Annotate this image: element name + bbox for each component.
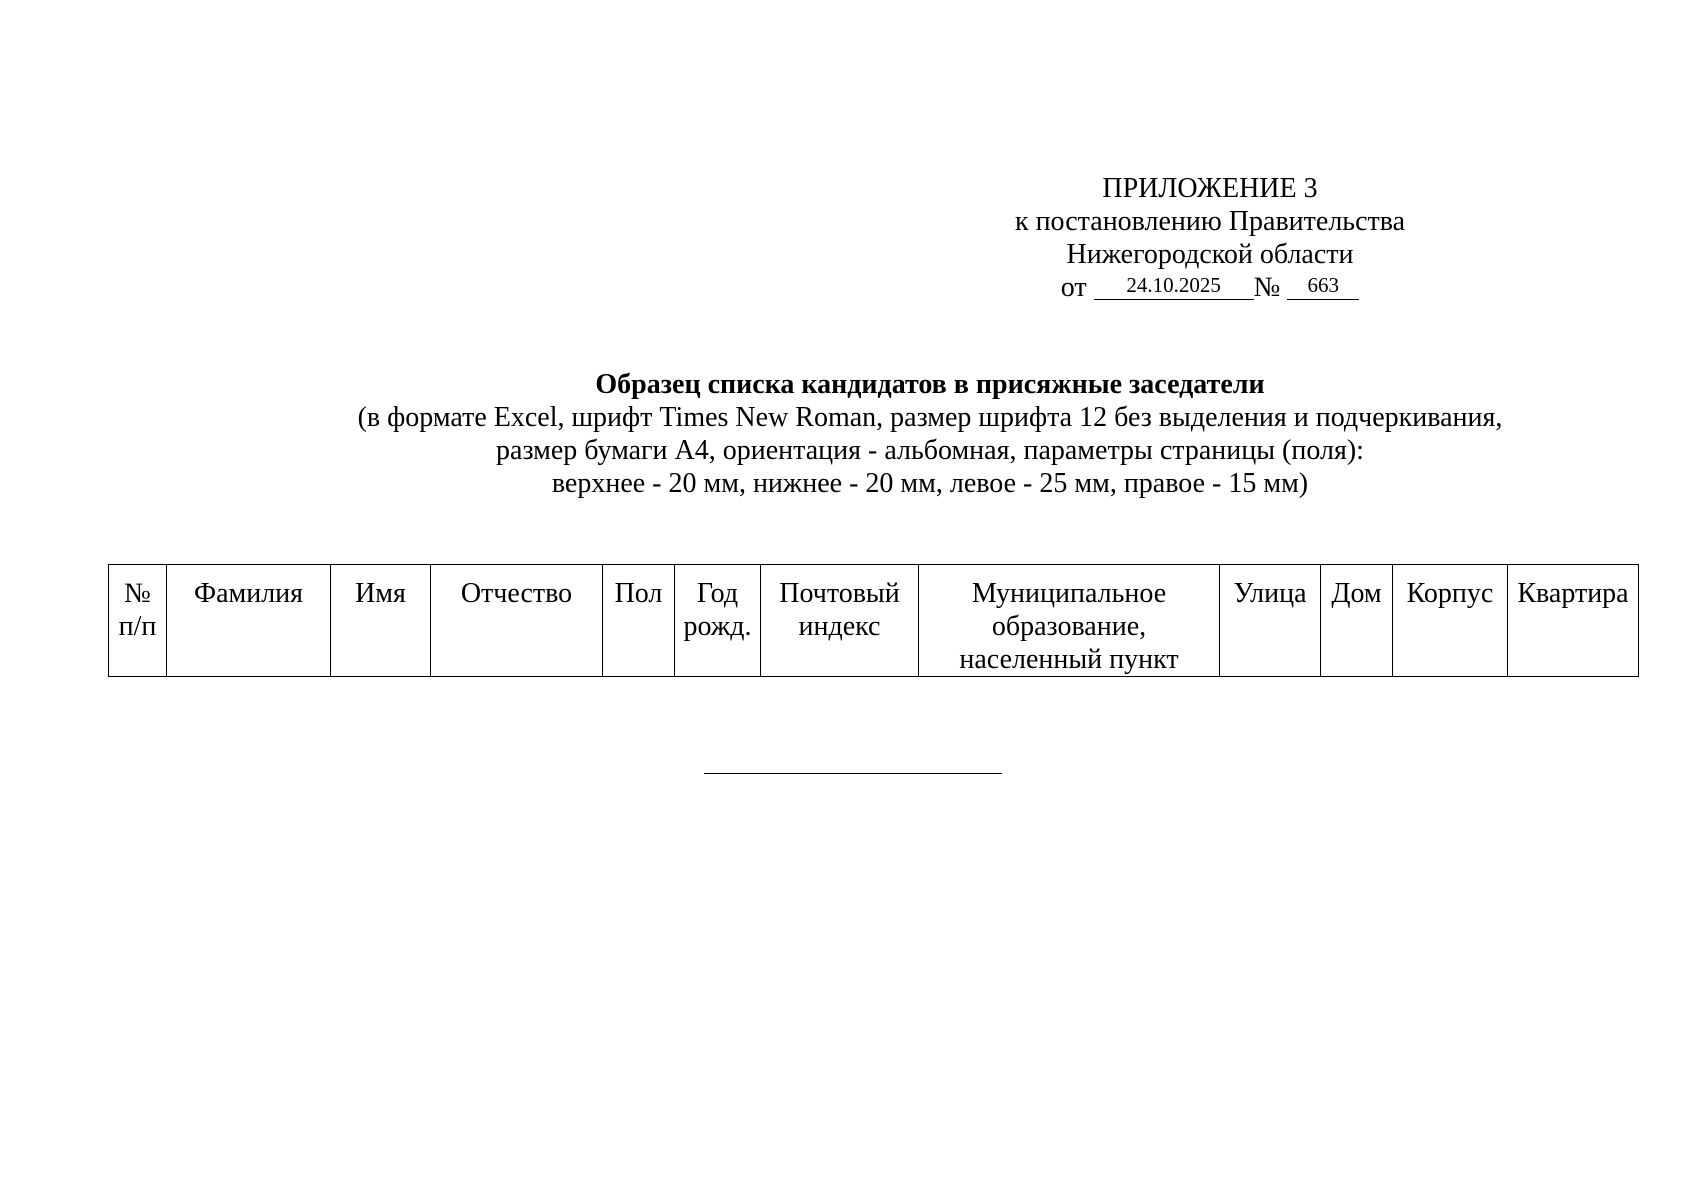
resolution-number: 663 xyxy=(1287,271,1359,300)
table-header-row xyxy=(109,565,1639,677)
appendix-region-line: Нижегородской области xyxy=(1066,239,1354,270)
resolution-date: 24.10.2025 xyxy=(1094,271,1254,300)
sample-title-block xyxy=(240,368,1620,500)
from-label: от xyxy=(1060,272,1087,303)
appendix-heading: ПРИЛОЖЕНИЕ 3 xyxy=(1102,173,1318,204)
format-note-line-1: (в формате Excel, шрифт Times New Roman, размер шрифта 12 без выделения и подчеркивания, xyxy=(357,402,1503,433)
column-header-building: Корпус xyxy=(1393,565,1508,677)
column-header-patronymic: Отчество xyxy=(431,565,603,677)
column-header-postal-code: Почтовый индекс xyxy=(761,565,919,677)
column-header-name: Имя xyxy=(331,565,431,677)
sample-title: Образец списка кандидатов в присяжные заседатели xyxy=(595,369,1265,400)
format-note-line-3: верхнее - 20 мм, нижнее - 20 мм, левое - 25 мм, правое - 15 мм) xyxy=(551,468,1309,499)
number-label: № xyxy=(1253,272,1281,303)
candidate-list-table xyxy=(108,564,1639,677)
appendix-header xyxy=(960,172,1460,304)
format-note-line-2: размер бумаги А4, ориентация - альбомная, параметры страницы (поля): xyxy=(496,435,1364,466)
column-header-birth-year: Год рожд. xyxy=(675,565,761,677)
appendix-resolution-line: к постановлению Правительства xyxy=(1014,206,1406,237)
column-header-street: Улица xyxy=(1220,565,1321,677)
column-header-municipality: Муниципальное образование, населенный пункт xyxy=(919,565,1220,677)
column-header-sex: Пол xyxy=(603,565,675,677)
appendix-date-number-line xyxy=(960,271,1460,304)
column-header-apartment: Квартира xyxy=(1508,565,1639,677)
column-header-house: Дом xyxy=(1321,565,1393,677)
column-header-surname: Фамилия xyxy=(167,565,331,677)
closing-divider-line xyxy=(704,773,1002,774)
column-header-number: № п/п xyxy=(109,565,167,677)
